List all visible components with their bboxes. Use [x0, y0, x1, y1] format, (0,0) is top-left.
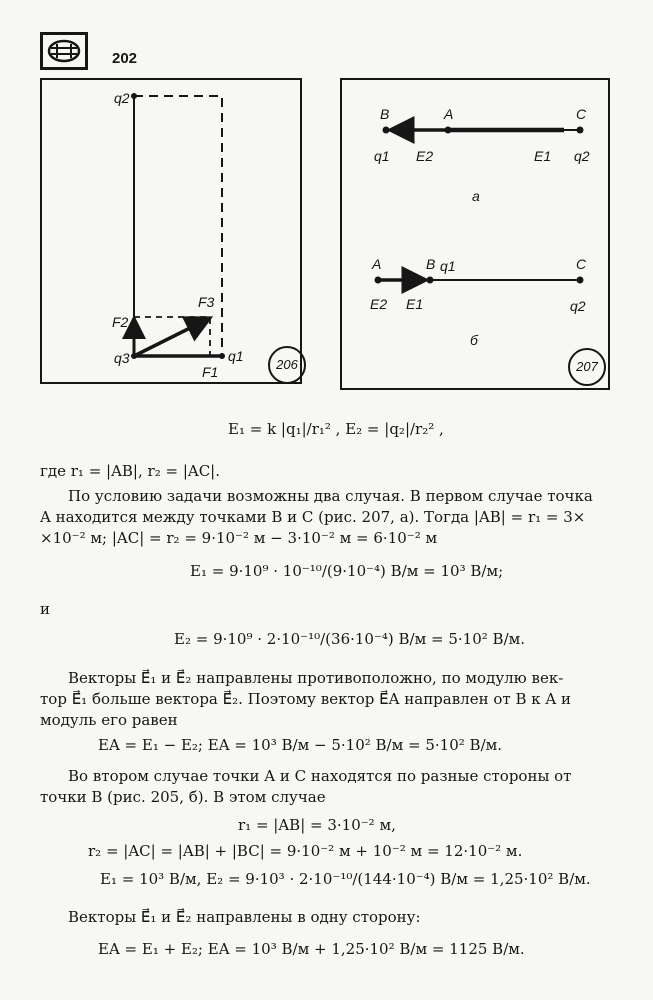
- formula-e-case2: E₁ = 10³ В/м, E₂ = 9·10³ · 2·10⁻¹⁰/(144·10⁻⁴) В/м = 1,25·10² В/м.: [100, 870, 591, 888]
- label-a-a: A: [444, 106, 454, 122]
- paragraph-3-line: точки B (рис. 205, б). В этом случае: [40, 788, 326, 806]
- point-a-b: [375, 277, 382, 284]
- paragraph-1-line: A находится между точками B и C (рис. 207, а). Тогда |AB| = r₁ = 3×: [40, 508, 586, 526]
- paragraph-4: Векторы E⃗₁ и E⃗₂ направлены в одну сторону:: [68, 908, 421, 926]
- formula-e1-e2: E₁ = k |q₁|/r₁² , E₂ = |q₂|/r₂² ,: [228, 420, 444, 438]
- formula-ea-case1: EA = E₁ − E₂; EA = 10³ В/м − 5·10² В/м = 5·10² В/м.: [98, 736, 503, 754]
- label-q3: q3: [114, 350, 130, 366]
- label-a-q2: q2: [574, 148, 590, 164]
- paragraph-2-line: модуль его равен: [40, 711, 178, 729]
- label-a-b: B: [380, 106, 390, 122]
- point-c-b: [577, 277, 584, 284]
- charge-q1: [219, 353, 225, 359]
- paragraph-1-line: По условию задачи возможны два случая. В первом случае точка: [68, 487, 593, 505]
- book-icon: [40, 32, 88, 70]
- point-b-a: [383, 127, 390, 134]
- label-f3: F3: [198, 294, 215, 310]
- label-a-e1: E1: [534, 148, 552, 164]
- label-b-c: C: [576, 256, 587, 272]
- paragraph-3-line: Во втором случае точки A и C находятся по разные стороны от: [68, 767, 572, 785]
- label-b-e1: E1: [406, 296, 424, 312]
- label-f2: F2: [112, 314, 129, 330]
- formula-r2: r₂ = |AC| = |AB| + |BC| = 9·10⁻² м + 10⁻² м = 12·10⁻² м.: [88, 842, 523, 860]
- paragraph-2: [40, 668, 612, 731]
- figure-206: [40, 78, 302, 384]
- charge-q2: [131, 93, 137, 99]
- label-b-q1: q1: [440, 258, 456, 274]
- paragraph-1: [40, 486, 612, 549]
- formula-e1: E₁ = 9·10⁹ · 10⁻¹⁰/(9·10⁻⁴) В/м = 10³ В/м;: [190, 562, 504, 580]
- label-b-b: B: [426, 256, 436, 272]
- formula-e2: E₂ = 9·10⁹ · 2·10⁻¹⁰/(36·10⁻⁴) В/м = 5·10² В/м.: [174, 630, 526, 648]
- where-line: где r₁ = |AB|, r₂ = |AC|.: [40, 462, 220, 480]
- vector-f3: [134, 318, 210, 356]
- point-b-b: [427, 277, 434, 284]
- conjunction: и: [40, 600, 50, 618]
- figure-207: [340, 78, 610, 390]
- label-q1: q1: [228, 348, 244, 364]
- formula-ea-case2: EA = E₁ + E₂; EA = 10³ В/м + 1,25·10² В/м = 1125 В/м.: [98, 940, 525, 958]
- label-b-a: A: [372, 256, 382, 272]
- label-a-e2: E2: [416, 148, 434, 164]
- label-b-q2: q2: [570, 298, 586, 314]
- label-a-q1: q1: [374, 148, 390, 164]
- label-q2: q2: [114, 90, 130, 106]
- paragraph-2-line: Векторы E⃗₁ и E⃗₂ направлены противоположно, по модулю век-: [68, 669, 564, 687]
- point-a-a: [445, 127, 452, 134]
- paragraph-3: [40, 766, 612, 808]
- figure-number-206: 206: [268, 346, 306, 384]
- label-b-e2: E2: [370, 296, 388, 312]
- paragraph-2-line: тор E⃗₁ больше вектора E⃗₂. Поэтому вектор E⃗A направлен от B к A и: [40, 690, 571, 708]
- formula-r1: r₁ = |AB| = 3·10⁻² м,: [238, 816, 396, 834]
- charge-q3: [131, 353, 137, 359]
- point-c-a: [577, 127, 584, 134]
- label-f1: F1: [202, 364, 219, 380]
- sublabel-b: б: [470, 332, 478, 348]
- figure-number-207: 207: [568, 348, 606, 386]
- page-number: 202: [112, 50, 138, 67]
- paragraph-1-line: ×10⁻² м; |AC| = r₂ = 9·10⁻² м − 3·10⁻² м = 6·10⁻² м: [40, 529, 438, 547]
- label-a-c: C: [576, 106, 587, 122]
- sublabel-a: а: [472, 188, 480, 204]
